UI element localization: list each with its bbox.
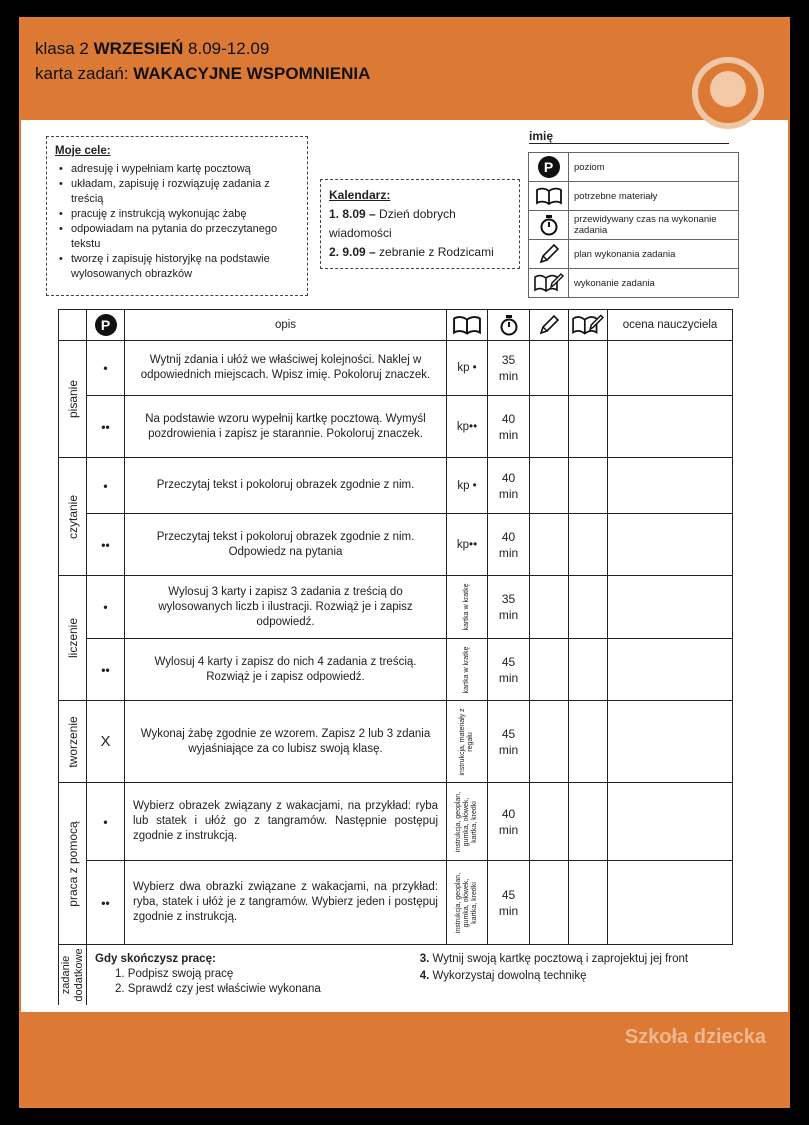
task-description: Wylosuj 3 karty i zapisz 3 zadania z treścią do wylosowanych liczb i ilustracji. Rozwiąż je i zapisz odpowiedź. [125, 576, 447, 639]
stopwatch-icon [499, 314, 519, 336]
materials: instrukcja, materiały z regału [459, 707, 474, 776]
goal-item: • odpowiadam na pytania do przeczytanego tekstu [55, 222, 299, 252]
legend-text: plan wykonania zadania [569, 240, 739, 269]
task-description: Przeczytaj tekst i pokoloruj obrazek zgodnie z nim. Odpowiedz na pytania [125, 514, 447, 576]
table-row [59, 514, 733, 576]
table-row [59, 396, 733, 458]
task-description: Wytnij zdania i ułóż we właściwej kolejności. Naklej w odpowiednich miejscach. Wpisz imię. Pokoloruj znaczek. [125, 341, 447, 396]
done-cell[interactable] [569, 783, 608, 861]
calendar-box [320, 179, 520, 269]
time-estimate: 45 min [488, 639, 530, 701]
time-estimate: 40 min [488, 783, 530, 861]
task-description: Przeczytaj tekst i pokoloruj obrazek zgodnie z nim. [125, 458, 447, 514]
materials: instrukcja, geoplan, gumka, ołówek, kartka, kredki [455, 872, 478, 933]
book-icon [453, 315, 481, 335]
time-estimate: 40 min [488, 514, 530, 576]
p-circle-icon: P [95, 314, 117, 336]
category-label: tworzenie [65, 715, 80, 768]
book-pencil-icon [572, 314, 604, 336]
goals-list [55, 162, 299, 282]
legend-row [529, 182, 739, 211]
level-mark: •• [87, 639, 125, 701]
category-label: praca z pomocą [65, 820, 80, 907]
task-table [58, 309, 733, 1005]
goals-box [46, 136, 308, 296]
materials: kartka w kratkę [463, 583, 470, 631]
legend-text: przewidywany czas na wykonanie zadania [569, 211, 739, 240]
legend-row [529, 211, 739, 240]
grade-cell[interactable] [608, 576, 733, 639]
grade-cell[interactable] [608, 396, 733, 458]
plan-cell[interactable] [530, 514, 569, 576]
book-pencil-icon [534, 273, 564, 293]
grade-cell[interactable] [608, 639, 733, 701]
table-row [59, 701, 733, 783]
goals-title: Moje cele: [55, 145, 111, 157]
extra-task-row [59, 945, 733, 1005]
name-field-label[interactable]: imię [529, 129, 729, 144]
extra-task-cell [87, 945, 733, 1005]
calendar-item: 1. 8.09 – Dzień dobrych wiadomości [329, 207, 456, 240]
materials: kp • [447, 341, 488, 396]
done-cell[interactable] [569, 639, 608, 701]
table-row [59, 861, 733, 945]
plan-cell[interactable] [530, 576, 569, 639]
extra-task-item: 4. Wykorzystaj dowolną technikę [419, 970, 587, 983]
plan-cell[interactable] [530, 458, 569, 514]
grade-cell[interactable] [608, 341, 733, 396]
materials: kp • [447, 458, 488, 514]
level-mark: • [87, 458, 125, 514]
time-estimate: 35 min [488, 341, 530, 396]
calendar-item: 2. 9.09 – zebranie z Rodzicami [329, 245, 494, 259]
legend-text: potrzebne materiały [569, 182, 739, 211]
footer-banner [21, 1012, 788, 1106]
pencil-icon [538, 243, 560, 265]
goal-item: • pracuję z instrukcją wykonując żabę [55, 207, 299, 222]
materials: kartka w kratkę [463, 645, 470, 694]
level-mark: X [87, 701, 125, 783]
grade-cell[interactable] [608, 861, 733, 945]
stopwatch-icon [539, 214, 559, 236]
time-estimate: 45 min [488, 861, 530, 945]
goal-item: • adresuję i wypełniam kartę pocztową [55, 162, 299, 177]
plan-cell[interactable] [530, 396, 569, 458]
grade-cell[interactable] [608, 783, 733, 861]
legend-text: poziom [569, 153, 739, 182]
table-row [59, 783, 733, 861]
col-header-grade: ocena nauczyciela [608, 310, 733, 341]
level-mark: •• [87, 861, 125, 945]
pencil-icon [538, 314, 560, 336]
done-cell[interactable] [569, 701, 608, 783]
table-header-row [59, 310, 733, 341]
category-label: zadanie dodatkowe [59, 948, 85, 1002]
legend-table [528, 152, 739, 298]
worksheet-page [19, 17, 790, 1108]
table-row [59, 639, 733, 701]
goal-item: • tworzę i zapisuję historyjkę na podstawie wylosowanych obrazków [55, 252, 299, 282]
done-cell[interactable] [569, 396, 608, 458]
legend-row [529, 240, 739, 269]
level-mark: •• [87, 514, 125, 576]
school-logo-icon [692, 57, 764, 129]
task-description: Wybierz obrazek związany z wakacjami, na przykład: ryba lub statek i ułóż go z tangramów. Następnie postępuj zgodnie z instrukcją. [125, 783, 447, 861]
category-label: pisanie [65, 379, 80, 419]
level-mark: • [87, 341, 125, 396]
goal-item: • układam, zapisuję i rozwiązuję zadania z treścią [55, 177, 299, 207]
extra-task-item: 1. Podpisz swoją pracę [115, 968, 234, 981]
grade-cell[interactable] [608, 458, 733, 514]
level-mark: •• [87, 396, 125, 458]
calendar-title: Kalendarz: [329, 188, 391, 202]
table-row [59, 576, 733, 639]
level-mark: • [87, 783, 125, 861]
time-estimate: 35 min [488, 576, 530, 639]
child-face-icon [710, 71, 746, 107]
time-estimate: 40 min [488, 396, 530, 458]
header-line-class: klasa 2 WRZESIEŃ 8.09-12.09 [35, 39, 270, 58]
materials: instrukcja, geoplan, gumka, ołówek, kartka, kredki [455, 791, 478, 852]
category-label: liczenie [65, 617, 80, 659]
legend-row [529, 153, 739, 182]
table-row [59, 458, 733, 514]
category-label: czytanie [65, 494, 80, 539]
plan-cell[interactable] [530, 701, 569, 783]
plan-cell[interactable] [530, 861, 569, 945]
grade-cell[interactable] [608, 701, 733, 783]
extra-task-item: 2. Sprawdź czy jest właściwie wykonana [115, 983, 321, 996]
plan-cell[interactable] [530, 341, 569, 396]
plan-cell[interactable] [530, 639, 569, 701]
done-cell[interactable] [569, 341, 608, 396]
task-description: Na podstawie wzoru wypełnij kartkę pocztową. Wymyśl pozdrowienia i zapisz je starannie. Pokoloruj znaczek. [125, 396, 447, 458]
time-estimate: 45 min [488, 701, 530, 783]
task-description: Wykonaj żabę zgodnie ze wzorem. Zapisz 2 lub 3 zdania wyjaśniające za co lubisz swoją klasę. [125, 701, 447, 783]
extra-task-title: Gdy skończysz pracę: [95, 953, 216, 966]
grade-cell[interactable] [608, 514, 733, 576]
p-circle-icon: P [538, 156, 560, 178]
done-cell[interactable] [569, 458, 608, 514]
legend-row [529, 269, 739, 298]
materials: kp•• [447, 396, 488, 458]
plan-cell[interactable] [530, 783, 569, 861]
level-mark: • [87, 576, 125, 639]
task-description: Wylosuj 4 karty i zapisz do nich 4 zadania z treścią. Rozwiąż je i zapisz odpowiedź. [125, 639, 447, 701]
footer-logo: Szkoła dziecka [624, 1026, 766, 1048]
header-line-title: karta zadań: WAKACYJNE WSPOMNIENIA [35, 64, 371, 83]
done-cell[interactable] [569, 576, 608, 639]
done-cell[interactable] [569, 861, 608, 945]
book-icon [536, 187, 562, 205]
table-row [59, 341, 733, 396]
legend-text: wykonanie zadania [569, 269, 739, 298]
col-header-desc: opis [125, 310, 447, 341]
materials: kp•• [447, 514, 488, 576]
task-description: Wybierz dwa obrazki związane z wakacjami, na przykład: ryba, statek i ułóż je z tangramów. Wybierz jeden i postępuj zgodnie z instrukcją. [125, 861, 447, 945]
time-estimate: 40 min [488, 458, 530, 514]
extra-task-item: 3. Wytnij swoją kartkę pocztową i zaprojektuj jej front [419, 953, 689, 966]
header-banner [21, 19, 788, 120]
done-cell[interactable] [569, 514, 608, 576]
